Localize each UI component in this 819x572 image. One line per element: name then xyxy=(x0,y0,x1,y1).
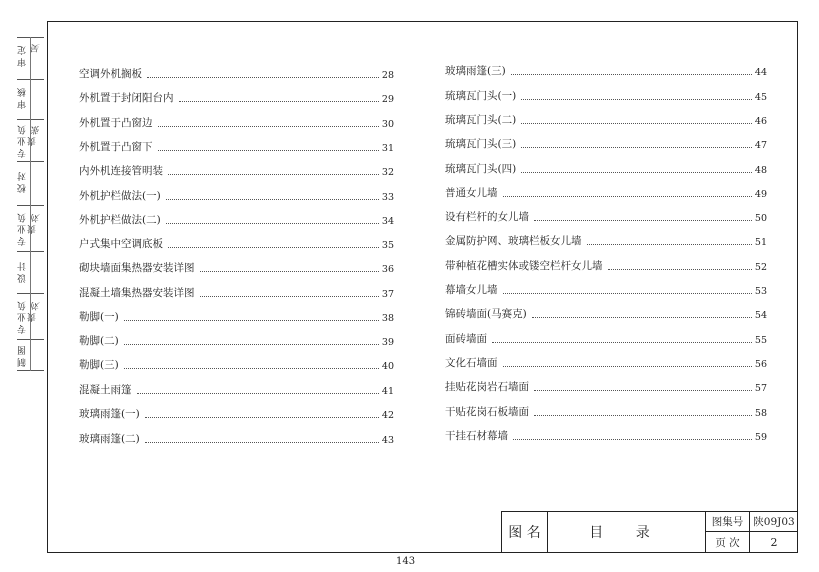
toc-leader xyxy=(534,219,752,221)
sidebar-divider xyxy=(30,37,31,371)
atlas-number-label: 图集号 xyxy=(706,512,750,532)
toc-entry[interactable] xyxy=(445,87,767,103)
toc-entry[interactable] xyxy=(445,62,767,78)
toc-title: 琉璃瓦门头(二) xyxy=(445,114,517,126)
toc-leader xyxy=(534,389,752,391)
toc-page: 58 xyxy=(754,408,767,419)
toc-title: 干贴花岗石板墙面 xyxy=(445,406,529,418)
toc-page: 52 xyxy=(754,262,767,273)
toc-leader xyxy=(179,100,379,102)
toc-title: 户式集中空调底板 xyxy=(79,238,163,250)
toc-page: 46 xyxy=(754,116,767,127)
toc-title: 琉璃瓦门头(一) xyxy=(445,90,517,102)
toc-title: 文化石墙面 xyxy=(445,357,498,369)
toc-leader xyxy=(158,149,379,151)
toc-entry[interactable] xyxy=(79,65,394,81)
toc-title: 混凝土雨篷 xyxy=(79,384,132,396)
toc-leader xyxy=(200,295,379,297)
toc-title: 外机护栏做法(二) xyxy=(79,214,161,226)
toc-page: 51 xyxy=(754,237,767,248)
sidebar-label: 校 对 xyxy=(18,172,28,193)
toc-leader xyxy=(200,270,379,272)
toc-title: 面砖墙面 xyxy=(445,333,487,345)
toc-entry[interactable] xyxy=(445,232,767,248)
sidebar-label: 制 图 xyxy=(18,346,28,367)
toc-page: 39 xyxy=(381,337,394,348)
toc-entry[interactable] xyxy=(79,430,394,446)
toc-title: 锦砖墙面(马赛克) xyxy=(445,308,527,320)
toc-leader xyxy=(158,125,379,127)
toc-leader xyxy=(503,292,752,294)
toc-entry[interactable] xyxy=(79,284,394,300)
toc-page: 45 xyxy=(754,92,767,103)
toc-page: 44 xyxy=(754,67,767,78)
toc-entry[interactable] xyxy=(79,332,394,348)
toc-page: 34 xyxy=(381,216,394,227)
sidebar-label: 审 核 xyxy=(18,88,28,109)
toc-page: 49 xyxy=(754,189,767,200)
toc-page: 37 xyxy=(381,289,394,300)
sidebar-label: 审 定 xyxy=(18,46,28,67)
page-order-label: 页 次 xyxy=(706,532,750,552)
toc-entry[interactable] xyxy=(445,208,767,224)
toc-entry[interactable] xyxy=(79,381,394,397)
toc-entry[interactable] xyxy=(445,378,767,394)
toc-leader xyxy=(587,243,752,245)
toc-title: 勒脚(二) xyxy=(79,335,119,347)
toc-entry[interactable] xyxy=(79,162,394,178)
toc-title: 空调外机搁板 xyxy=(79,68,142,80)
toc-entry[interactable] xyxy=(445,257,767,273)
toc-title: 金属防护网、玻璃栏板女儿墙 xyxy=(445,235,582,247)
toc-title: 玻璃雨篷(二) xyxy=(79,433,140,445)
toc-title: 普通女儿墙 xyxy=(445,187,498,199)
toc-page: 54 xyxy=(754,310,767,321)
toc-title: 挂贴花岗岩石墙面 xyxy=(445,381,529,393)
drawing-name-value: 目 录 xyxy=(548,512,706,552)
toc-title: 外机置于凸窗下 xyxy=(79,141,153,153)
toc-page: 48 xyxy=(754,165,767,176)
toc-title: 玻璃雨篷(一) xyxy=(79,408,140,420)
page-order-value: 2 xyxy=(770,535,778,549)
toc-page: 57 xyxy=(754,383,767,394)
toc-leader xyxy=(521,122,752,124)
toc-title: 混凝土墙集热器安装详图 xyxy=(79,287,195,299)
toc-page: 32 xyxy=(381,167,394,178)
toc-page: 36 xyxy=(381,264,394,275)
footer-page-number: 143 xyxy=(396,556,416,567)
toc-entry[interactable] xyxy=(79,356,394,372)
sidebar-label: 设 计 xyxy=(18,262,28,283)
toc-page: 35 xyxy=(381,240,394,251)
toc-entry[interactable] xyxy=(445,281,767,297)
toc-leader xyxy=(168,246,379,248)
sidebar-label: 专 业 负 责 xyxy=(18,213,38,246)
toc-page: 53 xyxy=(754,286,767,297)
toc-leader xyxy=(137,392,379,394)
toc-page: 42 xyxy=(381,410,394,421)
signature: 刘 xyxy=(32,214,42,223)
toc-title: 设有栏杆的女儿墙 xyxy=(445,211,529,223)
toc-page: 31 xyxy=(381,143,394,154)
toc-title: 带种植花槽实体或镂空栏杆女儿墙 xyxy=(445,260,603,272)
toc-page: 33 xyxy=(381,192,394,203)
toc-title: 幕墙女儿墙 xyxy=(445,284,498,296)
toc-entry[interactable] xyxy=(445,160,767,176)
toc-entry[interactable] xyxy=(445,135,767,151)
toc-title: 琉璃瓦门头(四) xyxy=(445,163,517,175)
toc-title: 勒脚(三) xyxy=(79,359,119,371)
toc-entry[interactable] xyxy=(79,114,394,130)
toc-page: 41 xyxy=(381,386,394,397)
toc-entry[interactable] xyxy=(79,187,394,203)
toc-page: 38 xyxy=(381,313,394,324)
toc-title: 外机置于封闭阳台内 xyxy=(79,92,174,104)
toc-page: 55 xyxy=(754,335,767,346)
toc-title: 玻璃雨篷(三) xyxy=(445,65,506,77)
toc-entry[interactable] xyxy=(445,427,767,443)
toc-leader xyxy=(608,268,752,270)
toc-title: 外机置于凸窗边 xyxy=(79,117,153,129)
title-block xyxy=(501,511,798,553)
toc-page: 28 xyxy=(381,70,394,81)
drawing-name-label: 图 名 xyxy=(502,512,548,552)
toc-entry[interactable] xyxy=(445,403,767,419)
toc-title: 外机护栏做法(一) xyxy=(79,190,161,202)
toc-title: 砌块墙面集热器安装详图 xyxy=(79,262,195,274)
toc-leader xyxy=(124,343,379,345)
toc-leader xyxy=(168,173,379,175)
toc-entry[interactable] xyxy=(79,405,394,421)
sidebar-label: 专 业 负 责 xyxy=(18,301,38,334)
toc-leader xyxy=(521,171,752,173)
toc-leader xyxy=(166,198,379,200)
toc-page: 56 xyxy=(754,359,767,370)
toc-leader xyxy=(166,222,379,224)
toc-page: 50 xyxy=(754,213,767,224)
toc-entry[interactable] xyxy=(79,235,394,251)
toc-leader xyxy=(492,341,752,343)
approval-sidebar xyxy=(17,37,44,371)
toc-title: 内外机连接管明装 xyxy=(79,165,163,177)
toc-page: 40 xyxy=(381,361,394,372)
toc-page: 29 xyxy=(381,94,394,105)
toc-leader xyxy=(145,416,379,418)
toc-page: 47 xyxy=(754,140,767,151)
toc-leader xyxy=(521,146,752,148)
toc-title: 勒脚(一) xyxy=(79,311,119,323)
toc-leader xyxy=(147,76,379,78)
toc-entry[interactable] xyxy=(79,308,394,324)
toc-leader xyxy=(511,73,752,75)
toc-entry[interactable] xyxy=(445,330,767,346)
sidebar-label: 专 业 负 责 xyxy=(18,125,38,158)
toc-page: 43 xyxy=(381,435,394,446)
toc-leader xyxy=(145,441,379,443)
toc-entry[interactable] xyxy=(79,211,394,227)
toc-page: 59 xyxy=(754,432,767,443)
toc-title: 干挂石材幕墙 xyxy=(445,430,508,442)
toc-leader xyxy=(513,438,752,440)
toc-leader xyxy=(503,365,752,367)
signature: 吴 xyxy=(32,44,42,53)
toc-entry[interactable] xyxy=(445,184,767,200)
toc-leader xyxy=(534,414,752,416)
toc-leader xyxy=(124,367,379,369)
toc-page: 30 xyxy=(381,119,394,130)
toc-entry[interactable] xyxy=(79,259,394,275)
toc-entry[interactable] xyxy=(79,138,394,154)
signature: 刘 xyxy=(32,302,42,311)
toc-leader xyxy=(532,316,752,318)
signature: 张 xyxy=(32,126,42,135)
atlas-number-value: 陕09J03 xyxy=(750,512,798,532)
toc-leader xyxy=(124,319,379,321)
toc-entry[interactable] xyxy=(445,111,767,127)
toc-entry[interactable] xyxy=(445,305,767,321)
toc-entry[interactable] xyxy=(445,354,767,370)
toc-entry[interactable] xyxy=(79,89,394,105)
toc-leader xyxy=(503,195,752,197)
toc-title: 琉璃瓦门头(三) xyxy=(445,138,517,150)
toc-leader xyxy=(521,98,752,100)
